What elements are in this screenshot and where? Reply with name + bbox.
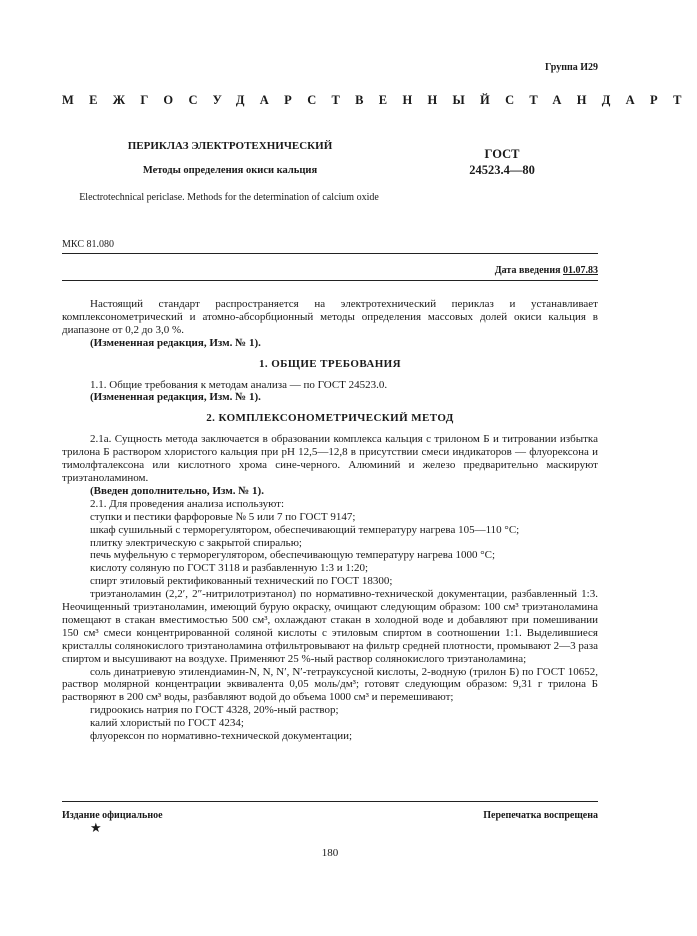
list-item: флуорексон по нормативно-технической документации;	[90, 730, 353, 743]
document-title: ПЕРИКЛАЗ ЭЛЕКТРОТЕХНИЧЕСКИЙ	[127, 140, 333, 152]
list-item: спирт этиловый ректификованный технический по ГОСТ 18300;	[90, 575, 393, 588]
introduction-date-label: Дата введения	[494, 265, 561, 276]
list-item: печь муфельную с терморегулятором, обеспечивающую температуру нагрева 1000 °С;	[90, 549, 496, 562]
amendment-note: (Измененная редакция, Изм. № 1).	[90, 336, 261, 349]
list-item-trilon: соль динатриевую этилендиамин-N, N, N′, N′-тетрауксусной кислоты, 2-водную (трилон Б) по ГОСТ 10652, раствор молярной концентрации эквивалента 0,05 моль/дм³; готовят следующим образом: 9,31 г трилона Б растворяют в 200 см³ воды, разбавляют водой до объема 1000 см³ и перемешивают;	[62, 665, 598, 704]
document-subtitle: Методы определения окиси кальция	[142, 165, 318, 176]
clause-2-1: 2.1. Для проведения анализа используют:	[90, 497, 285, 510]
intro-paragraph: Настоящий стандарт распространяется на электротехнический периклаз и устанавливает комплексонометрический и атомно-абсорбционный методы определения массовых долей окиси кальция в диапазоне от 0,2 до 3,0 %.	[62, 298, 598, 336]
introduction-date	[400, 265, 598, 276]
divider-footer	[62, 801, 598, 802]
introduction-date-value: 01.07.83	[563, 265, 598, 276]
list-item-triethanolamine: триэтаноламин (2,2′, 2″-нитрилотриэтанол) по нормативно-технической документации, разбавленный 1:3. Неочищенный триэтаноламин, имеющий бурую окраску, очищают следующим образом: 100 см³ триэтаноламина помещают в стакан вместимостью 500 см³, охлаждают стакан в холодной воде и добавляют при помешивании 150 см³ смеси концентрированной соляной кислоты с этиловым спиртом в соотношении 1:1. Выделившиеся кристаллы солянокислого триэтаноламина отфильтровывают на фильтр средней плотности, промывают 2—3 раза спиртом и высушивают на воздухе. Применяют 25 %-ный раствор солянокислого триэтаноламина;	[62, 588, 598, 665]
list-item: шкаф сушильный с терморегулятором, обеспечивающий температуру нагрева 105—110 °С;	[90, 523, 520, 536]
amendment-note: (Введен дополнительно, Изм. № 1).	[90, 484, 264, 497]
official-edition-label: Издание официальное	[62, 810, 163, 821]
gost-number: 24523.4—80	[469, 163, 535, 177]
document-title-english: Electrotechnical periclase. Methods for the determination of calcium oxide	[79, 192, 379, 203]
list-item: кислоту соляную по ГОСТ 3118 и разбавленную 1:3 и 1:20;	[90, 562, 369, 575]
page-number: 180	[321, 847, 339, 859]
clause-1-1: 1.1. Общие требования к методам анализа — по ГОСТ 24523.0.	[90, 378, 388, 391]
star-icon: ★	[90, 820, 102, 835]
group-code: Группа И29	[545, 62, 598, 73]
list-item: ступки и пестики фарфоровые № 5 или 7 по ГОСТ 9147;	[90, 510, 356, 523]
gost-label: ГОСТ	[484, 147, 520, 161]
list-item: плитку электрическую с закрытой спиралью;	[90, 536, 302, 549]
clause-2-1a: 2.1а. Сущность метода заключается в образовании комплекса кальция с трилоном Б и титровании избытка трилона Б раствором хлористого кальция при pH 12,5—12,8 в присутствии смеси индикаторов — флуорексона и тимолфталексона или кислотного хрома сине-черного. Алюминий и железо предварительно маскируют триэтаноламином.	[62, 433, 598, 484]
document-body	[62, 298, 598, 743]
list-item: гидроокись натрия по ГОСТ 4328, 20%-ный раствор;	[90, 704, 339, 717]
amendment-note: (Измененная редакция, Изм. № 1).	[90, 391, 261, 404]
banner-interstate: МЕЖГОСУДАРСТВЕННЫЙ	[62, 93, 506, 107]
divider-date	[62, 280, 598, 281]
section-heading-1: 1. ОБЩИЕ ТРЕБОВАНИЯ	[259, 357, 401, 370]
banner-standard: СТАНДАРТ	[505, 93, 697, 107]
reprint-prohibited-label: Перепечатка воспрещена	[483, 810, 598, 821]
mks-code: МКС 81.080	[62, 239, 114, 250]
divider-top	[62, 253, 598, 254]
section-heading-2: 2. КОМПЛЕКСОНОМЕТРИЧЕСКИЙ МЕТОД	[206, 412, 454, 425]
standard-banner	[62, 93, 697, 108]
list-item: калий хлористый по ГОСТ 4234;	[90, 717, 244, 730]
